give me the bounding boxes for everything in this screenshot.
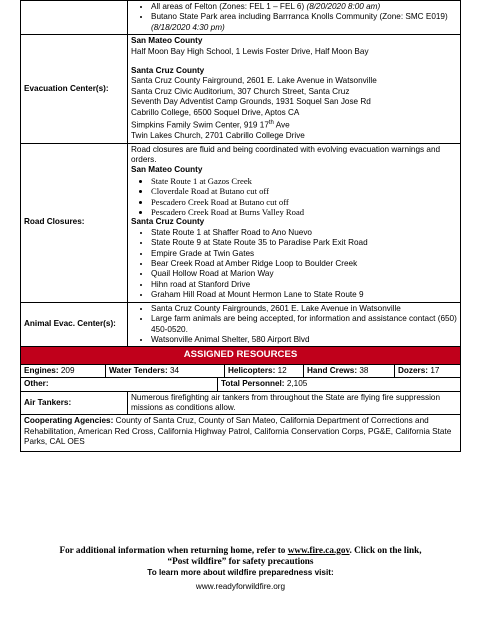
santa-cruz-header: Santa Cruz County [131,217,205,227]
evacuation-list [131,2,457,33]
evac-item: • All areas of Felton (Zones: FEL 1 – FEL 6) (8/20/2020 8:00 am) [151,2,457,12]
cooperating-agencies-row [21,415,461,451]
evacuation-centers-cell [128,35,461,143]
road-item: • Graham Hill Road at Mount Hermon Lane to State Route 9 [151,290,457,300]
road-item: • Cloverdale Road at Butano cut off [151,186,457,196]
resources-counts [21,365,460,377]
animal-centers-list [131,304,457,346]
san-mateo-header: San Mateo County [131,165,203,175]
road-closures-cell [128,143,461,302]
hand-crews-cell: Hand Crews: 38 [304,365,395,377]
road-closures-row [21,143,461,302]
center-item: Half Moon Bay High School, 1 Lewis Foster Drive, Half Moon Bay [131,46,369,56]
animal-centers-row [21,302,461,347]
center-item: Seventh Day Adventist Camp Grounds, 1931 Soquel San Jose Rd [131,97,371,107]
footer-preparedness: To learn more about wildfire preparedness visit: [147,568,334,577]
evacuation-continued-cell [128,1,461,35]
road-closures-label: Road Closures: [21,143,128,302]
air-tankers-row [21,391,461,415]
san-mateo-header: San Mateo County [131,36,203,46]
other-cell: Other: [21,378,218,390]
water-tenders-cell: Water Tenders: 34 [106,365,225,377]
santa-cruz-header: Santa Cruz County [131,66,205,76]
assigned-resources-header: ASSIGNED RESOURCES [21,347,461,364]
animal-centers-cell [128,302,461,347]
center-item: Santa Cruz County Fairground, 2601 E. Lake Avenue in Watsonville [131,76,377,86]
other-row [21,378,461,391]
evacuation-centers-row [21,35,461,143]
road-item: • Quail Hollow Road at Marion Way [151,269,457,279]
incident-table [20,0,461,452]
dozers-cell: Dozers: 17 [398,365,440,375]
fire-ca-gov-link[interactable]: www.fire.ca.gov [287,545,350,555]
engines-cell: Engines: 209 [21,365,106,377]
cooperating-agencies-cell: Cooperating Agencies: County of Santa Cruz, County of San Mateo, California Department of Corrections and Rehabilitation, American Red Cross, California Highway Patrol, California Conservation Corps, PG&E, California State Parks, CAL OES [21,415,461,451]
animal-center-item: • Santa Cruz County Fairgrounds, 2601 E. Lake Avenue in Watsonville [151,304,457,314]
road-item: • Empire Grade at Twin Gates [151,249,457,259]
center-item: Cabrillo College, 6500 Soquel Drive, Aptos CA [131,107,300,117]
resources-header-row [21,347,461,364]
road-item: • Pescadero Creek Road at Burns Valley Road [151,207,457,217]
road-closures-intro: Road closures are fluid and being coordinated with evolving evacuation warnings and orders. [131,144,441,165]
road-item: • Hihn road at Stanford Drive [151,280,457,290]
road-item: • Bear Creek Road at Amber Ridge Loop to Boulder Creek [151,259,457,269]
santa-cruz-roads [131,228,457,301]
total-personnel-cell: Total Personnel: 2,105 [221,379,308,389]
road-item: • State Route 1 at Gazos Creek [151,176,457,186]
air-tankers-text: Numerous firefighting air tankers from throughout the State are flying fire suppression missions as conditions allow. [128,391,461,415]
animal-centers-label: Animal Evac. Center(s): [21,302,128,347]
center-item: Twin Lakes Church, 2701 Cabrillo College Drive [131,131,305,141]
footer-return-info: For additional information when returning home, refer to www.fire.ca.gov. Click on the link, “Post wildfire” for safety precautions [59,545,422,566]
road-item: • State Route 1 at Shaffer Road to Ano Nuevo [151,228,457,238]
san-mateo-roads [131,176,457,218]
empty-label-cell [21,1,128,35]
evacuation-continued-row [21,1,461,35]
readyforwildfire-link[interactable]: www.readyforwildfire.org [195,582,286,591]
evac-item: • Butano State Park area including Barrranca Knolls Community (Zone: SMC E019) (8/18/2020 4:30 pm) [151,12,457,33]
center-item: Simpkins Family Swim Center, 919 17th Ave [131,120,290,130]
road-item: • Pescadero Creek Road at Butano cut off [151,197,457,207]
evacuation-centers-label: Evacuation Center(s): [21,35,128,143]
road-item: • State Route 9 at State Route 35 to Paradise Park Exit Road [151,238,457,248]
center-item: Santa Cruz Civic Auditorium, 307 Church Street, Santa Cruz [131,86,350,96]
air-tankers-label: Air Tankers: [21,391,128,415]
helicopters-cell: Helicopters: 12 [225,365,304,377]
resources-counts-row [21,364,461,377]
animal-center-item: • Large farm animals are being accepted, for information and assistance contact (650) 450-0520. [151,314,457,335]
animal-center-item: • Watsonville Animal Shelter, 580 Airport Blvd [151,335,457,345]
